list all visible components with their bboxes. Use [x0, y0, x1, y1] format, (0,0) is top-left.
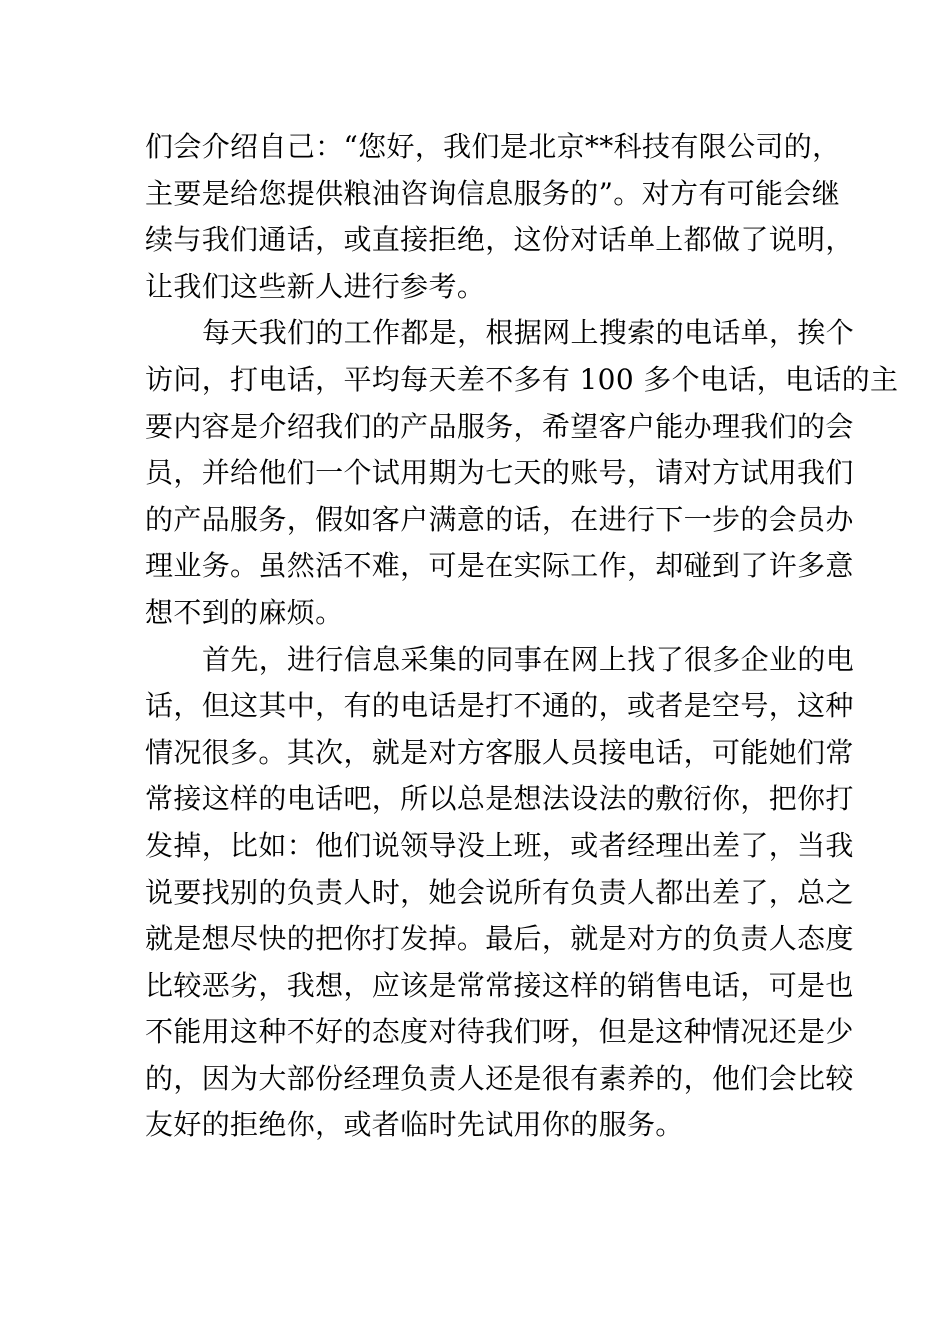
paragraph-1-line-4: 让我们这些新人进行参考。 — [145, 269, 486, 303]
paragraph-3-line-6: 说要找别的负责人时，她会说所有负责人都出差了，总之 — [145, 875, 854, 909]
paragraph-3-line-3: 情况很多。其次，就是对方客服人员接电话，可能她们常 — [145, 735, 854, 769]
paragraph-2-line-6: 理业务。虽然活不难，可是在实际工作，却碰到了许多意 — [145, 549, 854, 583]
paragraph-3-line-9: 不能用这种不好的态度对待我们呀，但是这种情况还是少 — [145, 1015, 854, 1049]
paragraph-3-line-7: 就是想尽快的把你打发掉。最后，就是对方的负责人态度 — [145, 922, 854, 956]
paragraph-1-line-3: 续与我们通话，或直接拒绝，这份对话单上都做了说明， — [145, 223, 854, 257]
body-text — [145, 124, 899, 1149]
paragraph-2-line-3: 要内容是介绍我们的产品服务，希望客户能办理我们的会 — [145, 409, 854, 443]
paragraph-3-line-2: 话，但这其中，有的电话是打不通的，或者是空号，这种 — [145, 689, 854, 723]
paragraph-2-line-4: 员，并给他们一个试用期为七天的账号，请对方试用我们 — [145, 456, 854, 490]
paragraph-3-line-8: 比较恶劣，我想，应该是常常接这样的销售电话，可是也 — [145, 968, 854, 1002]
paragraph-2-line-7: 想不到的麻烦。 — [145, 595, 344, 629]
paragraph-2-line-5: 的产品服务，假如客户满意的话，在进行下一步的会员办 — [145, 502, 854, 536]
paragraph-2-line-1: 每天我们的工作都是，根据网上搜索的电话单，挨个 — [202, 316, 855, 350]
paragraph-2-line-2: 访问，打电话，平均每天差不多有 100 多个电话，电话的主 — [145, 362, 899, 396]
paragraph-1-line-2: 主要是给您提供粮油咨询信息服务的”。对方有可能会继 — [145, 176, 841, 210]
paragraph-3-line-10: 的，因为大部份经理负责人还是很有素养的，他们会比较 — [145, 1061, 854, 1095]
paragraph-3-line-5: 发掉，比如：他们说领导没上班，或者经理出差了，当我 — [145, 828, 854, 862]
paragraph-3-line-4: 常接这样的电话吧，所以总是想法设法的敷衍你，把你打 — [145, 782, 854, 816]
paragraph-3-line-1: 首先，进行信息采集的同事在网上找了很多企业的电 — [202, 642, 855, 676]
paragraph-1-line-1: 们会介绍自己：“您好，我们是北京**科技有限公司的， — [145, 130, 841, 163]
paragraph-3-line-11: 友好的拒绝你，或者临时先试用你的服务。 — [145, 1108, 684, 1142]
